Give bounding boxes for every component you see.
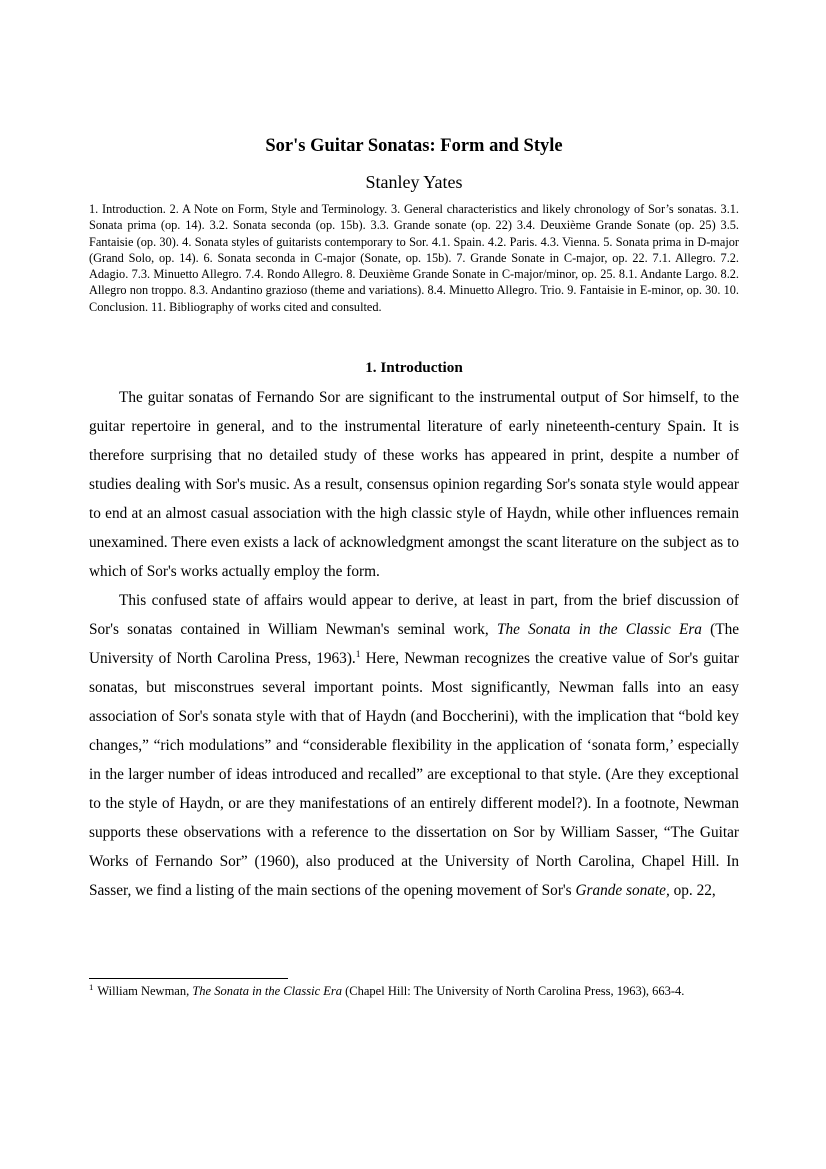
work-title-italic: Grande sonate, (575, 882, 670, 899)
section-heading: 1. Introduction (365, 359, 463, 376)
paragraph-2 (89, 586, 739, 905)
footnote-mark: 1 (89, 981, 94, 992)
paragraph-2-text-a: This confused state of affairs would appear to derive, at least in part, from the brief discussion of Sor's sonatas contained in William Newman's seminal work, (89, 592, 739, 638)
footnote-divider (89, 978, 288, 979)
footnote-text-c: (Chapel Hill: The University of North Carolina Press, 1963), 663-4. (342, 984, 685, 998)
section-body (89, 383, 739, 905)
footnote-reference[interactable]: 1 (355, 649, 361, 660)
document-title: Sor's Guitar Sonatas: Form and Style (265, 136, 563, 156)
footnote-text-a: William Newman, (97, 984, 193, 998)
paragraph-1: The guitar sonatas of Fernando Sor are significant to the instrumental output of Sor himself, to the guitar repertoire in general, and to the instrumental literature of early nineteenth-century Spain. It is therefore surprising that no detailed study of these works has appeared in print, despite a number of studies dealing with Sor's music. As a result, consensus opinion regarding Sor's sonata style would appear to end at an almost casual association with the high classic style of Haydn, while other influences remain unexamined. There even exists a lack of acknowledgment amongst the scant literature on the subject as to which of Sor's works actually employ the form. (89, 389, 739, 580)
footnote (89, 983, 739, 999)
paragraph-2-text-c: (The University of North Carolina Press, 1963). (89, 621, 740, 667)
paragraph-2-text-d: Here, Newman recognizes the creative value of Sor's guitar sonatas, but misconstrues several important points. Most significantly, Newman falls into an easy association of Sor's sonata style with that of Haydn (and Boccherini), with the implication that “bold key changes,” “rich modulations” and “considerable flexibility in the application of ‘sonata form,’ especially in the larger number of ideas introduced and recalled” are exceptional to that style. (Are they exceptional to the style of Haydn, or are they manifestations of an entirely different model?). In a footnote, Newman supports these observations with a reference to the dissertation on Sor by William Sasser, “The Guitar Works of Fernando Sor” (1960), also produced at the University of North Carolina, Chapel Hill. In Sasser, we find a listing of the main sections of the opening movement of Sor's (89, 650, 740, 899)
book-title-italic: The Sonata in the Classic Era (496, 621, 702, 638)
author-name: Stanley Yates (365, 172, 463, 192)
footnote-book-title: The Sonata in the Classic Era (192, 984, 342, 998)
paragraph-2-text-f: op. 22, (669, 882, 716, 899)
table-of-contents: 1. Introduction. 2. A Note on Form, Style and Terminology. 3. General characteristics and likely chronology of Sor’s sonatas. 3.1. Sonata prima (op. 14). 3.2. Sonata seconda (op. 15b). 3.3. Grande sonate (op. 22) 3.4. Deuxième Grande Sonate (op. 25) 3.5. Fantaisie (op. 30). 4. Sonata styles of guitarists contemporary to Sor. 4.1. Spain. 4.2. Paris. 4.3. Vienna. 5. Sonata prima in D-major (Grand Solo, op. 14). 6. Sonata seconda in C-major (Sonate, op. 15b). 7. Grande Sonate in C-major, op. 22. 7.1. Allegro. 7.2. Adagio. 7.3. Minuetto Allegro. 7.4. Rondo Allegro. 8. Deuxième Grande Sonate in C-major/minor, op. 25. 8.1. Andante Largo. 8.2. Allegro non troppo. 8.3. Andantino grazioso (theme and variations). 8.4. Minuetto Allegro. Trio. 9. Fantaisie in E-minor, op. 30. 10. Conclusion. 11. Bibliography of works cited and consulted. (89, 202, 739, 314)
